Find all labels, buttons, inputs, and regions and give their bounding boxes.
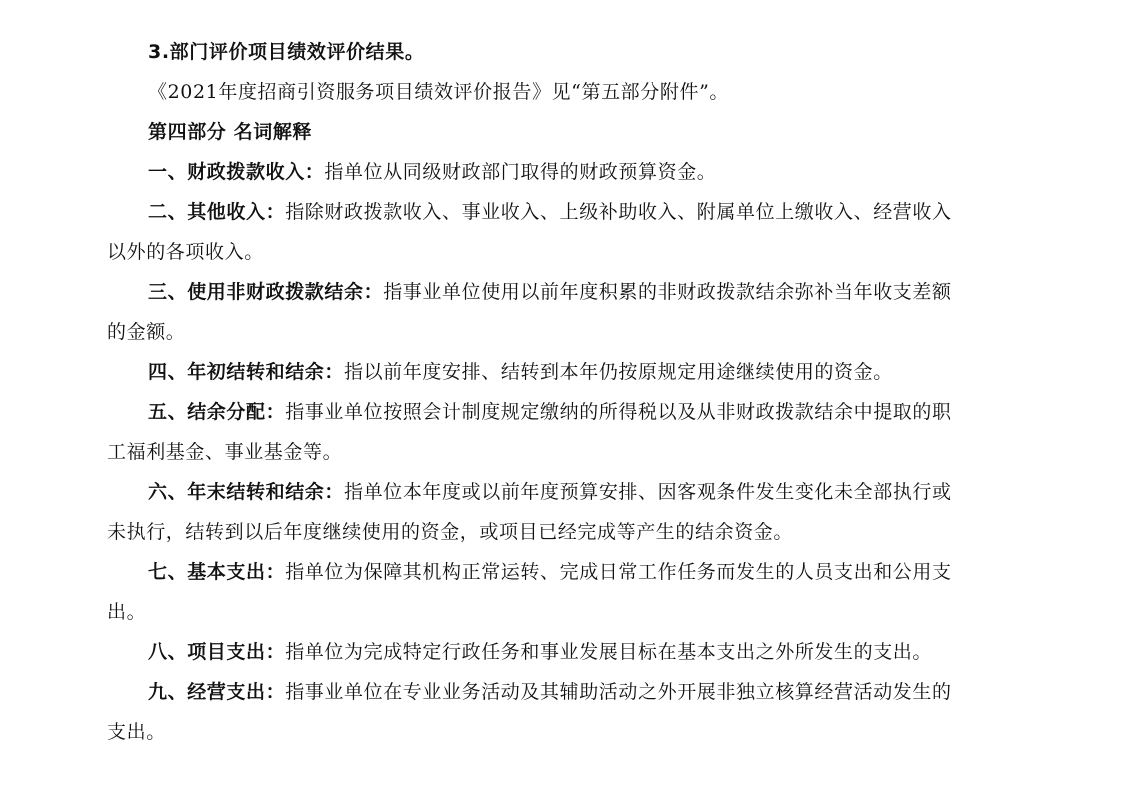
term-7-definition: 指单位为保障其机构正常运转、完成日常工作任务而发生的人员支出和公用支 xyxy=(285,561,952,583)
term-2-continuation: 以外的各项收入。 xyxy=(107,241,264,263)
term-3-definition: 指事业单位使用以前年度积累的非财政拨款结余弥补当年收支差额 xyxy=(383,281,952,303)
term-7-label: 七、基本支出： xyxy=(148,561,286,583)
term-2-definition: 指除财政拨款收入、事业收入、上级补助收入、附属单位上缴收入、经营收入 xyxy=(285,201,952,223)
term-9-paragraph xyxy=(148,679,952,705)
term-2-paragraph xyxy=(148,199,952,225)
term-5-continuation: 工福利基金、事业基金等。 xyxy=(107,441,343,463)
term-6-paragraph xyxy=(148,479,952,505)
term-1-label: 一、财政拨款收入： xyxy=(148,161,325,183)
term-8-definition: 指单位为完成特定行政任务和事业发展目标在基本支出之外所发生的支出。 xyxy=(285,641,933,663)
term-9-continuation: 支出。 xyxy=(107,721,166,743)
term-7-continuation: 出。 xyxy=(107,601,147,623)
part4-title: 第四部分 名词解释 xyxy=(148,121,313,143)
term-2-label: 二、其他收入： xyxy=(148,201,286,223)
section3-text: 《2021年度招商引资服务项目绩效评价报告》见“第五部分附件”。 xyxy=(148,81,729,103)
term-1-paragraph xyxy=(148,159,716,185)
term-9-definition: 指事业单位在专业业务活动及其辅助活动之外开展非独立核算经营活动发生的 xyxy=(285,681,952,703)
term-7-paragraph xyxy=(148,559,952,585)
term-8-paragraph xyxy=(148,639,932,665)
term-9-label: 九、经营支出： xyxy=(148,681,286,703)
term-6-definition: 指单位本年度或以前年度预算安排、因客观条件发生变化未全部执行或 xyxy=(344,481,952,503)
section3-heading: 3.部门评价项目绩效评价结果。 xyxy=(148,41,425,63)
term-3-continuation: 的金额。 xyxy=(107,321,186,343)
term-3-label: 三、使用非财政拨款结余： xyxy=(148,281,384,303)
term-8-label: 八、项目支出： xyxy=(148,641,286,663)
term-5-definition: 指事业单位按照会计制度规定缴纳的所得税以及从非财政拨款结余中提取的职 xyxy=(285,401,952,423)
term-5-paragraph xyxy=(148,399,952,425)
term-4-definition: 指以前年度安排、结转到本年仍按原规定用途继续使用的资金。 xyxy=(344,361,893,383)
term-5-label: 五、结余分配： xyxy=(148,401,286,423)
term-4-paragraph xyxy=(148,359,893,385)
term-1-definition: 指单位从同级财政部门取得的财政预算资金。 xyxy=(324,161,717,183)
term-6-continuation: 未执行，结转到以后年度继续使用的资金，或项目已经完成等产生的结余资金。 xyxy=(107,521,794,543)
term-4-label: 四、年初结转和结余： xyxy=(148,361,345,383)
term-6-label: 六、年末结转和结余： xyxy=(148,481,345,503)
term-3-paragraph xyxy=(148,279,952,305)
